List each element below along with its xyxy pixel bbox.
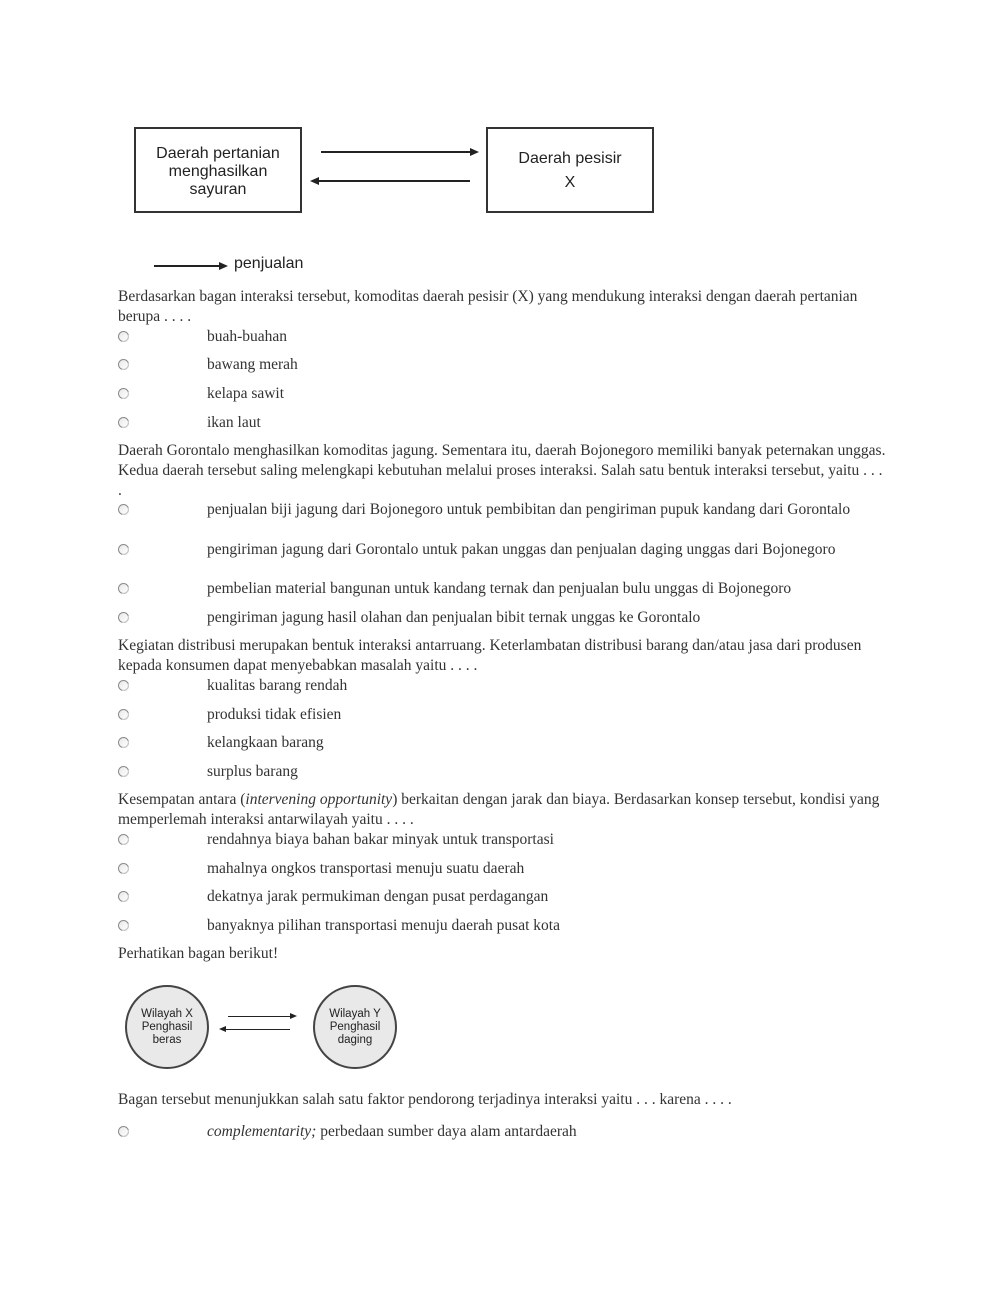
- diagram-circle-region-y: [313, 985, 397, 1069]
- circle-y-line3: daging: [337, 1034, 373, 1046]
- question-2-text: Daerah Gorontalo menghasilkan komoditas jagung. Sementara itu, daerah Bojonegoro memiliki banyak peternakan unggas. Kedua daerah tersebut saling melengkapi kebutuhan melalui proses interaksi. Salah satu bentuk interaksi tersebut, yaitu . . . .: [118, 442, 886, 499]
- circle-x-line1: Wilayah X: [141, 1008, 193, 1020]
- radio-icon[interactable]: [118, 709, 129, 720]
- circle-x-line3: beras: [152, 1034, 182, 1046]
- arrow-y-to-x-head: [219, 1026, 226, 1032]
- q4-option-d-label: banyaknya pilihan transportasi menuju daerah pusat kota: [207, 917, 560, 934]
- arrow-left-head: [310, 177, 319, 185]
- q4-option-c-label: dekatnya jarak permukiman dengan pusat perdagangan: [207, 888, 549, 905]
- box-coastal-line1: Daerah pesisir: [518, 150, 622, 167]
- question-5-text: Bagan tersebut menunjukkan salah satu faktor pendorong terjadinya interaksi yaitu . . . karena . . . .: [118, 1091, 732, 1108]
- circle-x-line2: Penghasil: [141, 1021, 193, 1033]
- q4-text-before: Kesempatan antara (: [118, 791, 246, 808]
- question-1-text: Berdasarkan bagan interaksi tersebut, komoditas daerah pesisir (X) yang mendukung interaksi dengan daerah pertanian berupa . . . .: [118, 288, 858, 325]
- q4-text-after: ) berkaitan dengan jarak dan biaya. Berdasarkan konsep tersebut, kondisi yang memperlemah interaksi antarwilayah yaitu . . . .: [118, 791, 880, 828]
- radio-icon[interactable]: [118, 737, 129, 748]
- box-agriculture-line3: sayuran: [189, 181, 247, 198]
- radio-icon[interactable]: [118, 388, 129, 399]
- q5-option-a-rest: perbedaan sumber daya alam antardaerah: [316, 1123, 577, 1140]
- radio-icon[interactable]: [118, 359, 129, 370]
- diagram-box-agriculture: [134, 127, 302, 213]
- radio-icon[interactable]: [118, 863, 129, 874]
- legend-arrow-line: [154, 265, 220, 267]
- question-5-intro: Perhatikan bagan berikut!: [118, 945, 279, 962]
- q1-option-a-label: buah-buahan: [207, 328, 288, 345]
- q2-option-b-label: pengiriman jagung dari Gorontalo untuk pakan unggas dan penjualan daging unggas dari Bojonegoro: [207, 541, 836, 558]
- arrow-x-to-y-line: [228, 1016, 290, 1017]
- q1-option-d-label: ikan laut: [207, 414, 261, 431]
- q4-option-b-label: mahalnya ongkos transportasi menuju suatu daerah: [207, 860, 525, 877]
- radio-icon[interactable]: [118, 544, 129, 555]
- circle-y-line1: Wilayah Y: [329, 1008, 381, 1020]
- diagram-box-coastal: [486, 127, 654, 213]
- diagram-circle-region-x: [125, 985, 209, 1069]
- arrow-right-head: [470, 148, 479, 156]
- radio-icon[interactable]: [118, 920, 129, 931]
- q2-option-a-label: penjualan biji jagung dari Bojonegoro untuk pembibitan dan pengiriman pupuk kandang dari Gorontalo: [207, 501, 851, 518]
- arrow-right-line: [321, 151, 471, 153]
- arrow-left-line: [318, 180, 470, 182]
- q5-option-a-label: [207, 1122, 887, 1142]
- q4-text-italic: intervening opportunity: [245, 791, 393, 808]
- q3-option-b-label: produksi tidak efisien: [207, 706, 342, 723]
- circle-y-line2: Penghasil: [329, 1021, 381, 1033]
- box-coastal-line2: X: [564, 174, 576, 191]
- radio-icon[interactable]: [118, 504, 129, 515]
- radio-icon[interactable]: [118, 583, 129, 594]
- arrow-x-to-y-head: [290, 1013, 297, 1019]
- legend-label: penjualan: [234, 255, 304, 272]
- radio-icon[interactable]: [118, 834, 129, 845]
- radio-icon[interactable]: [118, 766, 129, 777]
- question-3-text: Kegiatan distribusi merupakan bentuk interaksi antarruang. Keterlambatan distribusi barang dan/atau jasa dari produsen kepada konsumen dapat menyebabkan masalah yaitu . . . .: [118, 637, 862, 674]
- radio-icon[interactable]: [118, 331, 129, 342]
- q3-option-a-label: kualitas barang rendah: [207, 677, 348, 694]
- arrow-y-to-x-line: [226, 1029, 290, 1030]
- radio-icon[interactable]: [118, 680, 129, 691]
- q5-option-a-italic: complementarity;: [207, 1123, 317, 1140]
- q3-option-c-label: kelangkaan barang: [207, 734, 324, 751]
- q2-option-d-label: pengiriman jagung hasil olahan dan penjualan bibit ternak unggas ke Gorontalo: [207, 609, 701, 626]
- q3-option-d-label: surplus barang: [207, 763, 298, 780]
- box-agriculture-line1: Daerah pertanian: [156, 145, 280, 162]
- radio-icon[interactable]: [118, 891, 129, 902]
- radio-icon[interactable]: [118, 1126, 129, 1137]
- radio-icon[interactable]: [118, 417, 129, 428]
- radio-icon[interactable]: [118, 612, 129, 623]
- q2-option-c-label: pembelian material bangunan untuk kandang ternak dan penjualan bulu unggas di Bojonegoro: [207, 580, 792, 597]
- box-agriculture-line2: menghasilkan: [168, 163, 268, 180]
- q1-option-c-label: kelapa sawit: [207, 385, 285, 402]
- question-4-text: [118, 790, 888, 830]
- q1-option-b-label: bawang merah: [207, 356, 298, 373]
- q4-option-a-label: rendahnya biaya bahan bakar minyak untuk transportasi: [207, 831, 554, 848]
- legend-arrow-head: [219, 262, 228, 270]
